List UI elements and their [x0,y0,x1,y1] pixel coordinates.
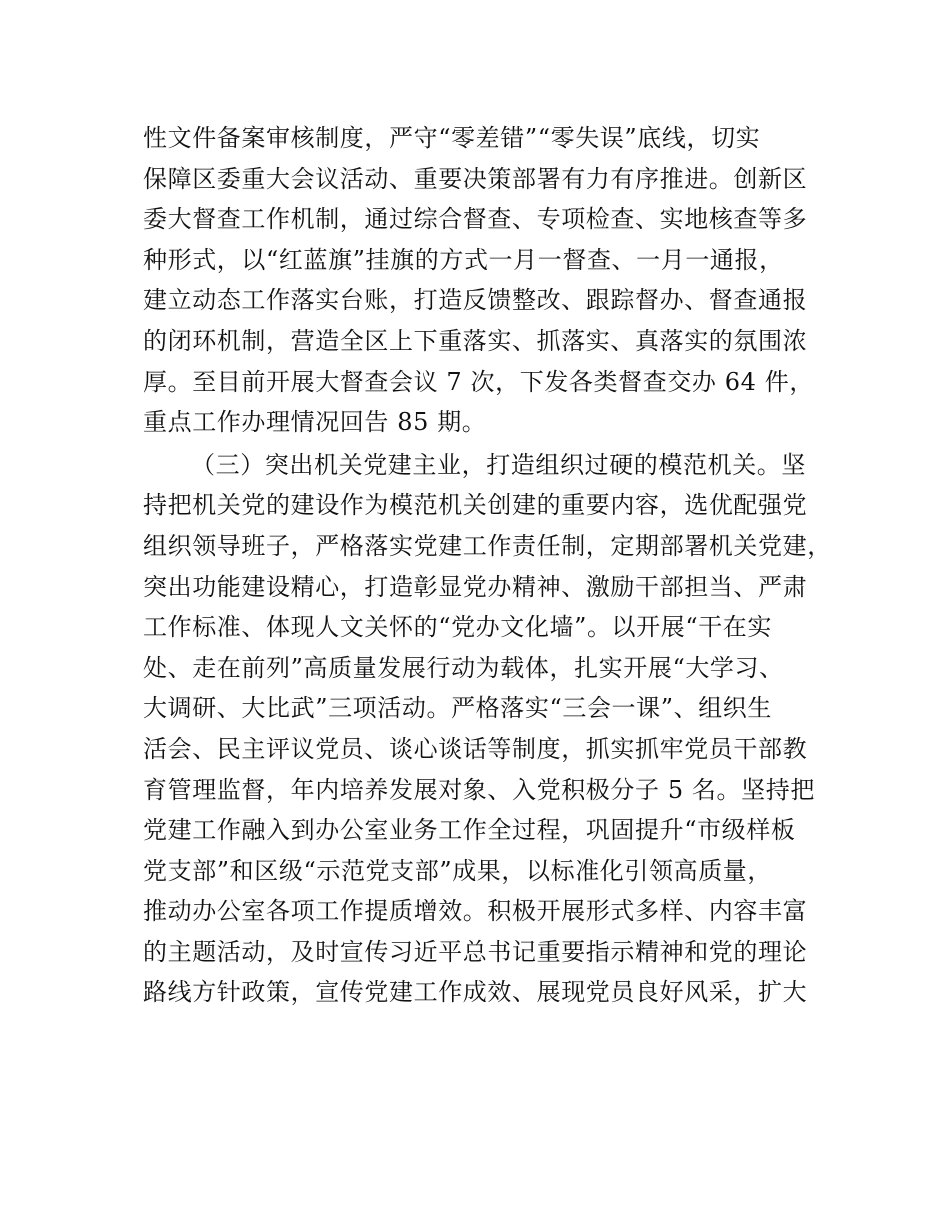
paragraph-line: 路线方针政策，宣传党建工作成效、展现党员良好风采，扩大 [143,978,808,1007]
document-body [143,118,832,1013]
paragraph-line: 活会、民主评议党员、谈心谈话等制度，抓实抓牢党员干部教 [143,734,808,763]
paragraph-line: 育管理监督，年内培养发展对象、入党积极分子 5 名。坚持把 [143,775,815,804]
paragraph-line: 种形式，以“红蓝旗”挂旗的方式一月一督查、一月一通报， [143,245,784,274]
paragraph-line: 建立动态工作落实台账，打造反馈整改、跟踪督办、督查通报 [143,286,808,315]
paragraph-line: 党建工作融入到办公室业务工作全过程，巩固提升“市级样板 [143,816,796,845]
paragraph-line: 的主题活动，及时宣传习近平总书记重要指示精神和党的理论 [143,937,808,966]
section-heading-line: （三）突出机关党建主业，打造组织过硬的模范机关。坚 [191,450,806,479]
paragraph-line: 保障区委重大会议活动、重要决策部署有力有序推进。创新区 [143,164,808,193]
paragraph-line: 组织领导班子，严格落实党建工作责任制，定期部署机关党建， [143,531,832,560]
paragraph-line: 突出功能建设精心，打造彰显党办精神、激励干部担当、严肃 [143,572,808,601]
paragraph-line: 大调研、大比武”三项活动。严格落实“三会一课”、组织生 [143,694,773,723]
paragraph-line: 党支部”和区级“示范党支部”成果，以标准化引领高质量， [143,856,773,885]
paragraph-line: 工作标准、体现人文关怀的“党办文化墙”。以开展“干在实 [143,613,773,642]
paragraph-line: 委大督查工作机制，通过综合督查、专项检查、实地核查等多 [143,205,808,234]
paragraph-line: 的闭环机制，营造全区上下重落实、抓落实、真落实的氛围浓 [143,326,808,355]
paragraph-line: 处、走在前列”高质量发展行动为载体，扎实开展“大学习、 [143,653,784,682]
paragraph-line: 重点工作办理情况回告 85 期。 [143,408,487,437]
paragraph-line: 厚。至目前开展大督查会议 7 次，下发各类督查交办 64 件， [143,367,814,396]
paragraph-line: 性文件备案审核制度，严守“零差错”“零失误”底线，切实 [143,124,761,152]
paragraph-line: 持把机关党的建设作为模范机关创建的重要内容，选优配强党 [143,491,808,520]
paragraph-line: 推动办公室各项工作提质增效。积极开展形式多样、内容丰富 [143,897,808,926]
